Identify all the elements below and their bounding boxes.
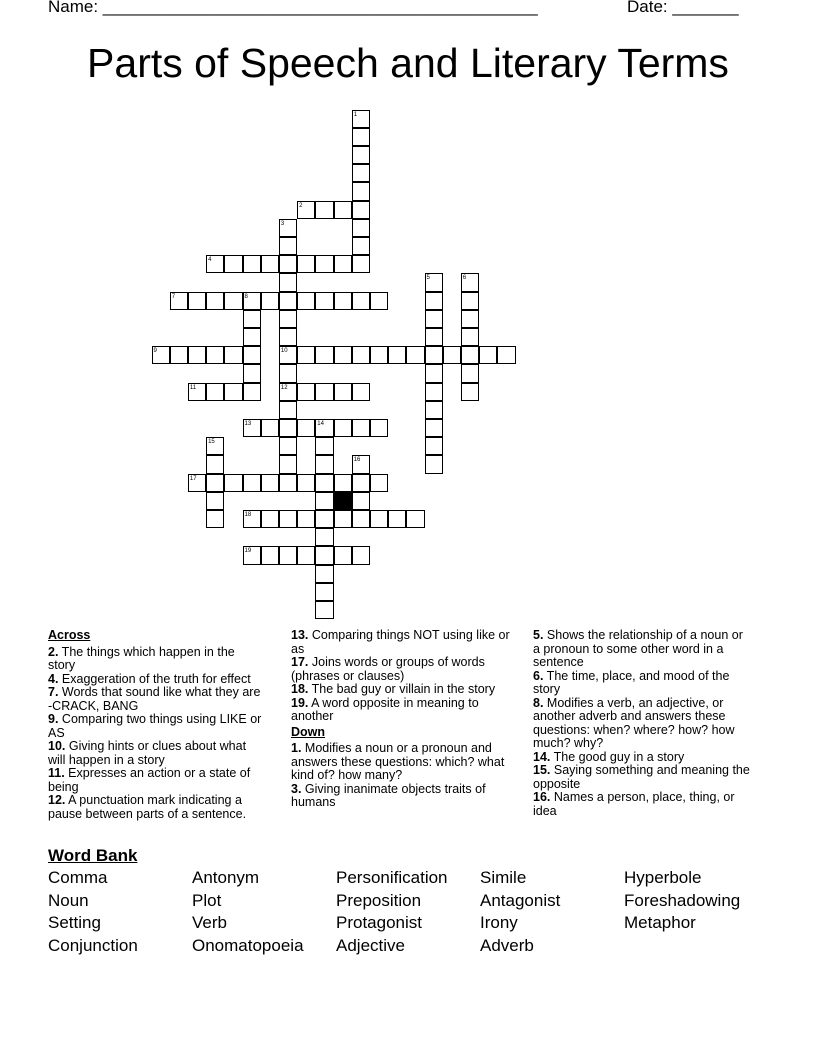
- clue-number-label: 12.: [48, 793, 66, 807]
- clues-column-1: [48, 629, 263, 821]
- grid-cell[interactable]: [243, 346, 261, 364]
- down-clue-8: [533, 697, 753, 751]
- clue-number: 10: [280, 348, 288, 355]
- grid-cell[interactable]: [261, 510, 279, 528]
- grid-cell[interactable]: [334, 255, 352, 273]
- word-bank-word: Preposition: [336, 890, 422, 910]
- grid-cell[interactable]: [315, 510, 333, 528]
- across-clue-13: [291, 629, 516, 656]
- grid-cell[interactable]: [352, 492, 370, 510]
- grid-cell[interactable]: [243, 364, 261, 382]
- grid-cell[interactable]: [206, 383, 224, 401]
- grid-cell[interactable]: [261, 419, 279, 437]
- across-clue-18: [291, 683, 516, 697]
- grid-cell[interactable]: [352, 255, 370, 273]
- grid-cell[interactable]: [279, 328, 297, 346]
- grid-cell[interactable]: [224, 292, 242, 310]
- grid-cell[interactable]: [297, 510, 315, 528]
- word-bank-word: Onomatopoeia: [192, 935, 304, 955]
- grid-cell[interactable]: [461, 346, 479, 364]
- grid-cell[interactable]: [297, 474, 315, 492]
- word-bank-word: Protagonist: [336, 913, 422, 933]
- grid-cell[interactable]: [206, 346, 224, 364]
- grid-cell[interactable]: [425, 364, 443, 382]
- clue-text: Names a person, place, thing, or idea: [533, 790, 735, 818]
- grid-cell[interactable]: [315, 583, 333, 601]
- grid-cell[interactable]: [206, 510, 224, 528]
- grid-cell[interactable]: [370, 474, 388, 492]
- grid-cell[interactable]: [425, 455, 443, 473]
- grid-cell[interactable]: [261, 546, 279, 564]
- grid-cell[interactable]: [315, 546, 333, 564]
- grid-cell[interactable]: [352, 146, 370, 164]
- clue-number-label: 18.: [291, 682, 309, 696]
- clue-number: 1: [353, 111, 358, 118]
- grid-cell[interactable]: [170, 292, 188, 310]
- word-bank-word: Antagonist: [480, 890, 561, 910]
- clue-number: 7: [171, 293, 176, 300]
- grid-cell[interactable]: [279, 401, 297, 419]
- clue-number: 6: [462, 275, 467, 282]
- grid-cell[interactable]: [370, 510, 388, 528]
- clue-text: Expresses an action or a state of being: [48, 766, 251, 794]
- clue-number: 8: [244, 293, 248, 300]
- grid-cell[interactable]: [206, 492, 224, 510]
- clue-number: 15: [208, 439, 215, 446]
- word-bank-word: Metaphor: [624, 913, 696, 933]
- clue-number: 9: [153, 348, 157, 355]
- clue-text: The time, place, and mood of the story: [533, 668, 730, 696]
- grid-cell[interactable]: [243, 292, 261, 310]
- grid-cell[interactable]: [188, 346, 206, 364]
- clue-number: 3: [280, 220, 285, 227]
- grid-cell[interactable]: [425, 419, 443, 437]
- clue-number: 14: [317, 420, 324, 427]
- grid-cell[interactable]: [297, 546, 315, 564]
- grid-cell[interactable]: [352, 455, 370, 473]
- clue-text: Modifies a verb, an adjective, or another adverb and answers these questions: when? where? how? how much? why?: [533, 695, 735, 750]
- clue-number-label: 10.: [48, 739, 66, 753]
- grid-cell[interactable]: [279, 273, 297, 291]
- clue-number-label: 8.: [533, 695, 544, 710]
- word-bank-word: Comma: [48, 868, 108, 887]
- word-bank-word: Conjunction: [48, 935, 138, 955]
- grid-cell[interactable]: [352, 128, 370, 146]
- grid-cell[interactable]: [334, 201, 352, 219]
- grid-cell[interactable]: [279, 419, 297, 437]
- grid-cell[interactable]: [188, 292, 206, 310]
- clue-number: 17: [189, 475, 197, 482]
- across-clue-10: [48, 740, 263, 767]
- clue-text: Modifies a noun or a pronoun and answers these questions: which? what kind of? how many?: [291, 741, 505, 782]
- grid-cell[interactable]: [297, 419, 315, 437]
- down-clue-3: [291, 783, 516, 810]
- grid-cell[interactable]: [425, 401, 443, 419]
- across-clue-2: [48, 646, 263, 673]
- grid-cell[interactable]: [243, 255, 261, 273]
- grid-cell[interactable]: [152, 346, 170, 364]
- grid-cell[interactable]: [315, 255, 333, 273]
- grid-cell[interactable]: [479, 346, 497, 364]
- clue-number: 4: [208, 257, 212, 264]
- name-field[interactable]: Name: ______________________________________________: [48, 0, 538, 16]
- grid-cell[interactable]: [334, 419, 352, 437]
- down-heading: Down: [291, 724, 326, 739]
- clue-text: A word opposite in meaning to another: [291, 695, 479, 723]
- clue-text: A punctuation mark indicating a pause between parts of a sentence.: [48, 793, 247, 821]
- grid-cell[interactable]: [352, 201, 370, 219]
- grid-cell[interactable]: [243, 474, 261, 492]
- grid-cell[interactable]: [461, 292, 479, 310]
- across-clue-11: [48, 767, 263, 794]
- clue-number: 18: [244, 511, 252, 518]
- word-bank-word: Simile: [480, 868, 527, 887]
- grid-cell[interactable]: [352, 164, 370, 182]
- across-clue-4: [48, 673, 263, 687]
- grid-cell[interactable]: [352, 219, 370, 237]
- grid-cell[interactable]: [206, 455, 224, 473]
- grid-cell[interactable]: [279, 310, 297, 328]
- date-field[interactable]: Date: _______: [627, 0, 739, 16]
- grid-cell[interactable]: [279, 255, 297, 273]
- grid-cell[interactable]: [315, 201, 333, 219]
- grid-cell[interactable]: [243, 510, 261, 528]
- grid-cell[interactable]: [279, 510, 297, 528]
- word-bank-word: Adverb: [480, 935, 534, 955]
- grid-cell[interactable]: [370, 292, 388, 310]
- clue-number: 5: [426, 275, 430, 282]
- clues-column-2: [291, 629, 516, 810]
- grid-cell[interactable]: [334, 474, 352, 492]
- clue-number: 2: [299, 202, 303, 209]
- grid-cell[interactable]: [261, 292, 279, 310]
- grid-cell[interactable]: [243, 419, 261, 437]
- word-bank-title: Word Bank: [48, 846, 138, 865]
- clue-number-label: 7.: [48, 685, 59, 699]
- clue-text: Giving inanimate objects traits of humans: [291, 781, 486, 809]
- grid-cell[interactable]: [315, 565, 333, 583]
- grid-cell[interactable]: [261, 255, 279, 273]
- clue-text: Shows the relationship of a noun or a pronoun to some other word in a sentence: [533, 628, 743, 669]
- grid-cell[interactable]: [461, 273, 479, 291]
- grid-cell[interactable]: [243, 546, 261, 564]
- down-clue-5: [533, 629, 753, 670]
- grid-cell[interactable]: [224, 346, 242, 364]
- grid-cell[interactable]: [206, 255, 224, 273]
- word-bank-word: Setting: [48, 913, 101, 933]
- across-clue-19: [291, 697, 516, 724]
- down-clue-14: [533, 751, 753, 765]
- page-title: Parts of Speech and Literary Terms: [87, 40, 729, 86]
- clue-number-label: 2.: [48, 644, 59, 659]
- grid-cell[interactable]: [188, 474, 206, 492]
- grid-cell[interactable]: [352, 383, 370, 401]
- clue-number-label: 5.: [533, 628, 544, 642]
- grid-cell[interactable]: [352, 237, 370, 255]
- clue-text: Words that sound like what they are -CRACK, BANG: [48, 685, 261, 713]
- grid-cell[interactable]: [352, 292, 370, 310]
- grid-cell[interactable]: [297, 255, 315, 273]
- word-bank-word: Adjective: [336, 935, 405, 955]
- grid-cell[interactable]: [315, 419, 333, 437]
- word-bank-word: Personification: [336, 868, 448, 887]
- clue-number: 19: [244, 548, 252, 555]
- word-bank-word: Plot: [192, 890, 222, 910]
- grid-cell[interactable]: [370, 419, 388, 437]
- grid-cell[interactable]: [279, 474, 297, 492]
- clue-number: 11: [189, 384, 197, 391]
- grid-cell[interactable]: [461, 328, 479, 346]
- grid-cell[interactable]: [461, 364, 479, 382]
- grid-cell[interactable]: [425, 328, 443, 346]
- grid-cell[interactable]: [297, 201, 315, 219]
- grid-cell[interactable]: [406, 510, 424, 528]
- grid-cell[interactable]: [352, 346, 370, 364]
- clue-text: Comparing things NOT using like or as: [291, 628, 510, 656]
- grid-cell[interactable]: [315, 492, 333, 510]
- grid-cell[interactable]: [334, 546, 352, 564]
- grid-cell[interactable]: [334, 383, 352, 401]
- grid-cell[interactable]: [279, 219, 297, 237]
- grid-cell[interactable]: [279, 437, 297, 455]
- across-clue-7: [48, 686, 263, 713]
- across-clue-9: [48, 713, 263, 740]
- grid-cell[interactable]: [243, 328, 261, 346]
- down-clue-1: [291, 742, 516, 783]
- grid-cell[interactable]: [425, 273, 443, 291]
- clue-number-label: 4.: [48, 671, 59, 686]
- grid-cell[interactable]: [243, 383, 261, 401]
- grid-cell[interactable]: [352, 510, 370, 528]
- word-bank-word: Irony: [480, 913, 518, 933]
- grid-cell[interactable]: [315, 437, 333, 455]
- grid-cell[interactable]: [206, 292, 224, 310]
- clue-number: 13: [244, 420, 252, 427]
- grid-cell[interactable]: [188, 383, 206, 401]
- grid-cell[interactable]: [224, 255, 242, 273]
- grid-cell[interactable]: [334, 346, 352, 364]
- grid-cell[interactable]: [334, 510, 352, 528]
- grid-cell[interactable]: [315, 455, 333, 473]
- clue-number-label: 13.: [291, 628, 309, 642]
- clue-number-label: 11.: [48, 766, 65, 780]
- clue-text: The things which happen in the story: [48, 644, 235, 672]
- down-clue-16: [533, 791, 753, 818]
- grid-cell[interactable]: [352, 474, 370, 492]
- grid-cell[interactable]: [315, 346, 333, 364]
- grid-cell[interactable]: [315, 383, 333, 401]
- clue-text: The bad guy or villain in the story: [308, 682, 496, 696]
- grid-cell[interactable]: [425, 346, 443, 364]
- grid-cell[interactable]: [279, 292, 297, 310]
- grid-cell[interactable]: [461, 310, 479, 328]
- word-bank-word: Noun: [48, 890, 89, 910]
- grid-cell[interactable]: [315, 601, 333, 619]
- grid-cell[interactable]: [352, 546, 370, 564]
- word-bank-word: Hyperbole: [624, 868, 702, 887]
- grid-cell[interactable]: [315, 528, 333, 546]
- grid-cell[interactable]: [279, 346, 297, 364]
- clue-number-label: 16.: [533, 790, 551, 804]
- clue-number-label: 3.: [291, 781, 302, 796]
- clue-number-label: 6.: [533, 668, 544, 683]
- clue-number: 16: [353, 457, 361, 464]
- word-bank-word: Verb: [192, 913, 227, 933]
- grid-cell[interactable]: [461, 383, 479, 401]
- clue-number-label: 1.: [291, 741, 302, 755]
- clue-text: Giving hints or clues about what will happen in a story: [48, 739, 247, 767]
- grid-cell[interactable]: [279, 546, 297, 564]
- grid-cell[interactable]: [279, 364, 297, 382]
- grid-cell[interactable]: [224, 474, 242, 492]
- clue-text: Exaggeration of the truth for effect: [58, 671, 251, 686]
- clue-number-label: 19.: [291, 695, 309, 710]
- grid-cell[interactable]: [297, 346, 315, 364]
- grid-cell[interactable]: [170, 346, 188, 364]
- grid-cell[interactable]: [279, 383, 297, 401]
- grid-cell[interactable]: [297, 292, 315, 310]
- grid-cell[interactable]: [334, 292, 352, 310]
- word-bank-word: Antonym: [192, 868, 260, 887]
- clue-number-label: 14.: [533, 749, 551, 764]
- grid-cell[interactable]: [315, 474, 333, 492]
- grid-cell[interactable]: [425, 292, 443, 310]
- grid-cell[interactable]: [370, 346, 388, 364]
- clue-text: Comparing two things using LIKE or AS: [48, 712, 262, 740]
- grid-cell[interactable]: [279, 455, 297, 473]
- grid-cell[interactable]: [425, 437, 443, 455]
- clue-number-label: 17.: [291, 655, 309, 669]
- word-bank-word: Foreshadowing: [624, 890, 741, 910]
- grid-cell[interactable]: [243, 310, 261, 328]
- grid-cell[interactable]: [206, 437, 224, 455]
- clue-text: Joins words or groups of words (phrases or clauses): [291, 655, 485, 683]
- across-clue-17: [291, 656, 516, 683]
- black-cell: [334, 492, 352, 510]
- clue-number-label: 15.: [533, 763, 551, 777]
- grid-cell[interactable]: [297, 383, 315, 401]
- grid-cell[interactable]: [261, 474, 279, 492]
- clue-number-label: 9.: [48, 712, 59, 726]
- grid-cell[interactable]: [315, 292, 333, 310]
- grid-cell[interactable]: [425, 383, 443, 401]
- grid-cell[interactable]: [206, 474, 224, 492]
- grid-cell[interactable]: [352, 419, 370, 437]
- grid-cell[interactable]: [443, 346, 461, 364]
- grid-cell[interactable]: [388, 510, 406, 528]
- down-clue-6: [533, 670, 753, 697]
- grid-cell[interactable]: [388, 346, 406, 364]
- grid-cell[interactable]: [497, 346, 515, 364]
- clue-number: 12: [280, 384, 288, 391]
- across-heading: Across: [48, 628, 91, 642]
- across-clue-12: [48, 794, 263, 821]
- grid-cell[interactable]: [425, 310, 443, 328]
- down-clue-15: [533, 764, 753, 791]
- grid-cell[interactable]: [224, 383, 242, 401]
- grid-cell[interactable]: [279, 237, 297, 255]
- clue-text: Saying something and meaning the opposite: [533, 763, 750, 791]
- grid-cell[interactable]: [352, 182, 370, 200]
- grid-cell[interactable]: [406, 346, 424, 364]
- grid-cell[interactable]: [352, 110, 370, 128]
- clue-text: The good guy in a story: [550, 749, 685, 764]
- clues-column-3: [533, 629, 753, 818]
